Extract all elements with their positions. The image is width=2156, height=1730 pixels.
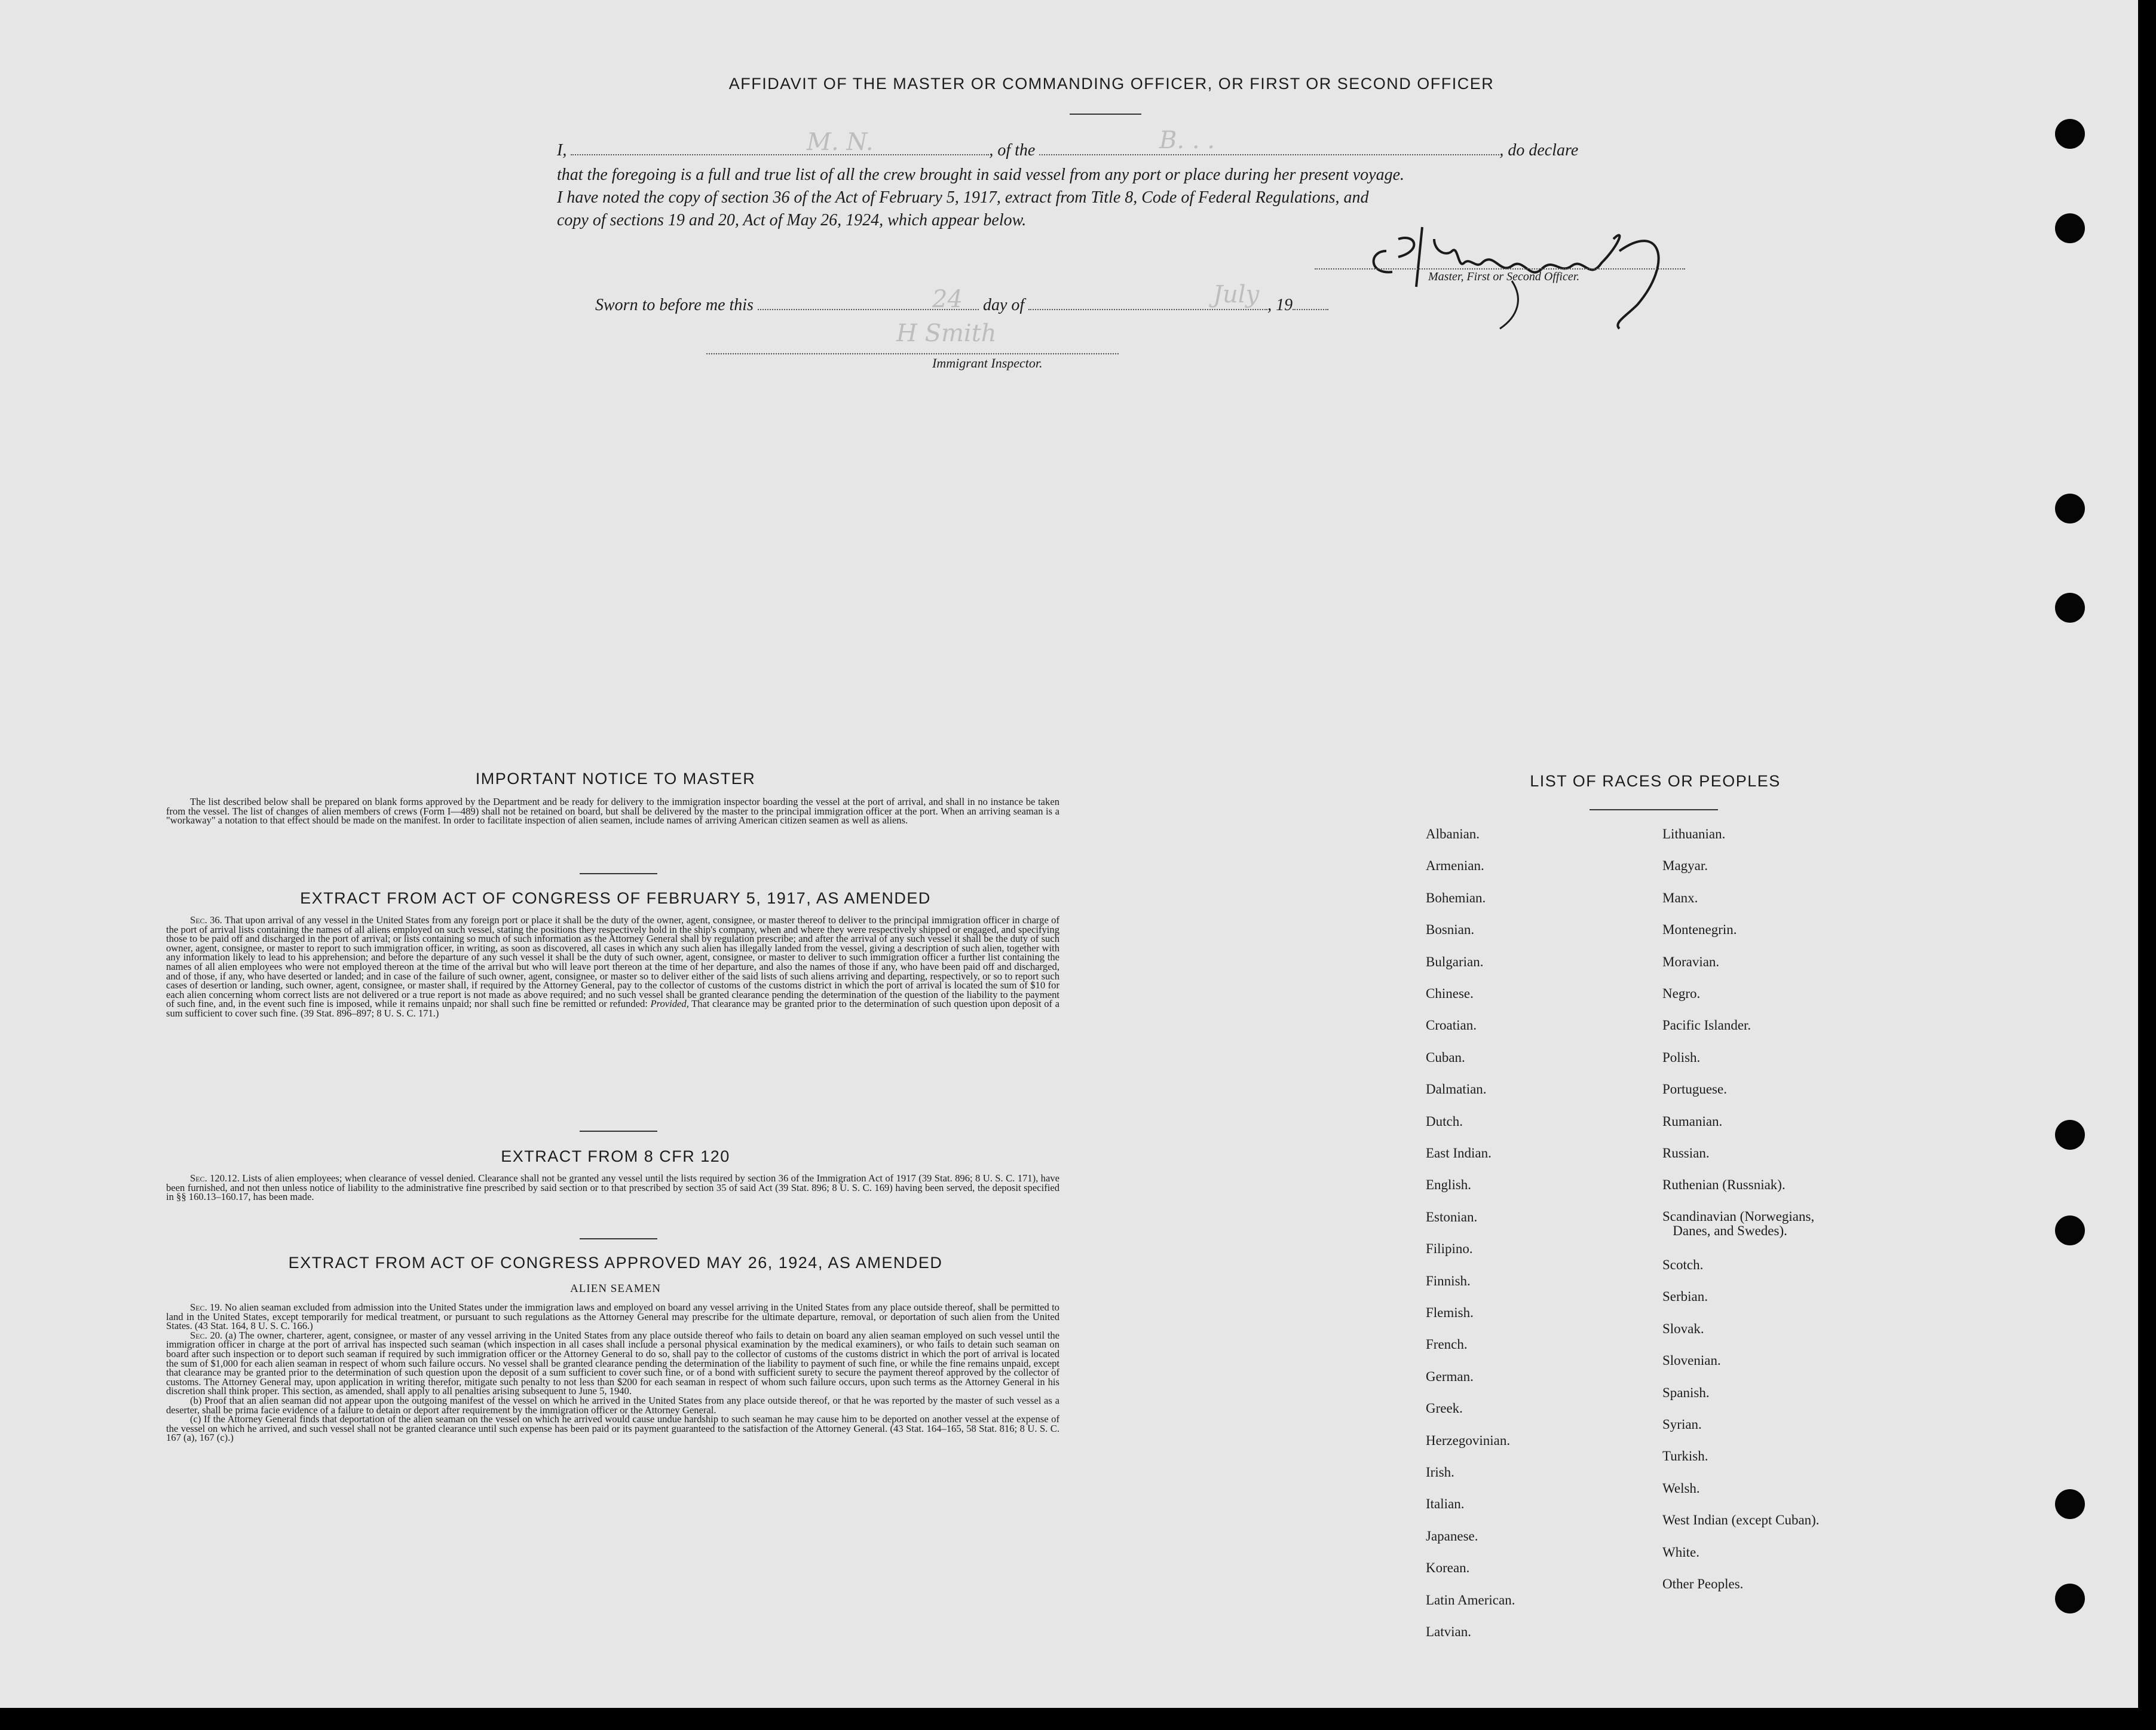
do-declare-label: , do declare	[1499, 141, 1579, 160]
cfr-title: EXTRACT FROM 8 CFR 120	[501, 1147, 730, 1165]
affidavit-title-rule	[1070, 114, 1141, 115]
punch-hole	[2055, 119, 2085, 149]
race-item: Spanish.	[1662, 1385, 1710, 1400]
sec36-label: Sec. 36.	[190, 914, 222, 926]
master-caption: Master, First or Second Officer.	[1428, 270, 1580, 283]
sec36-text: That upon arrival of any vessel in the United States from any foreign port or place it shall be the duty of the owner, agent, consignee, or master thereof to deliver to the principal immigration officer in charge of the port of arrival lists containing the names of all aliens employed on such vessel, stating the positions they respectively hold in the ship's company, when and where they were respectively shipped or engaged, and specifying those to be paid off and discharged in the port of arrival; or lists containing so much of such information as the Attorney General shall by regulation prescribe; and after the arrival of any such vessel it shall be the duty of such owner, agent, consignee, or master to report to such immigration officer, in writing, as soon as discovered, all cases in which any such alien has illegally landed from the vessel, giving a description of such alien, together with any information likely to lead to his apprehension; and before the departure of any such vessel it shall be the duty of such owner, agent, consignee, or master to deliver to such immigration officer a further list containing the names of all alien employees who were not employed thereon at the time of the arrival but who will leave port thereon at the time of her departure, and also the names of those if any, who have been paid off and discharged, and of those, if any, who have deserted or landed; and in case of the failure of such owner, agent, consignee, or master so to deliver either of the said lists of such aliens arriving and departing, respectively, or so to report such cases of desertion or landing, such owner, agent, consignee, or master shall, if required by the Attorney General, pay to the collector of customs of the customs district in which the port of arrival is located the sum of $10 for each alien concerning whom correct lists are not delivered or a true report is not made as above required; and no such vessel shall be granted clearance pending the determination of the question of the liability to the payment of such fine, and, in the event such fine is imposed, while it remains unpaid; nor shall such fine be remitted or refunded:	[166, 914, 1060, 1010]
sworn-month-handwriting: July	[1213, 281, 1260, 308]
master-signature-line	[1315, 268, 1685, 270]
race-item: Albanian.	[1426, 826, 1480, 841]
sworn-day-handwriting: 24	[932, 286, 963, 313]
sec20b-text: (b) Proof that an alien seaman did not appear upon the outgoing manifest of the vessel on which he arrived in the United States from any place outside thereof, or that he was reported by the master of such vessel as a deserter, shall be prima facie evidence of a failure to detain or deport after requirement by the immigration officer or the Attorney General.	[166, 1394, 1059, 1416]
race-item: Slovak.	[1662, 1321, 1704, 1336]
race-item: Slovenian.	[1662, 1353, 1721, 1368]
affidavit-title: AFFIDAVIT OF THE MASTER OR COMMANDING OFFICER, OR FIRST OR SECOND OFFICER	[728, 75, 1494, 93]
race-item: Lithuanian.	[1662, 826, 1726, 841]
day-of-label: day of	[982, 296, 1025, 314]
notice-text	[166, 797, 1059, 825]
race-item: Russian.	[1662, 1146, 1710, 1161]
extract1917-rule	[580, 1131, 657, 1132]
race-item: Estonian.	[1426, 1209, 1478, 1224]
extract1917-title: EXTRACT FROM ACT OF CONGRESS OF FEBRUARY 5, 1917, AS AMENDED	[300, 889, 931, 907]
sworn-label: Sworn to before me this	[595, 296, 754, 314]
master-name-handwriting: M. N.	[807, 128, 874, 156]
punch-hole	[2055, 1120, 2085, 1150]
sec19-label: Sec. 19.	[190, 1302, 222, 1313]
notice-title: IMPORTANT NOTICE TO MASTER	[475, 770, 756, 788]
extract1917-text	[166, 915, 1059, 1018]
race-item: Irish.	[1426, 1465, 1454, 1480]
inspector-caption: Immigrant Inspector.	[932, 356, 1043, 371]
race-item: Italian.	[1426, 1496, 1465, 1512]
inspector-handwriting: H Smith	[896, 320, 997, 347]
race-item: Armenian.	[1426, 858, 1484, 874]
race-item: Turkish.	[1662, 1449, 1708, 1464]
race-item: French.	[1426, 1337, 1468, 1352]
sec20-label: Sec. 20.	[190, 1329, 223, 1341]
race-item: Magyar.	[1662, 858, 1708, 874]
race-item: Chinese.	[1426, 986, 1474, 1001]
sec20a-text: (a) The owner, charterer, agent, consignee, or master of any vessel arriving in the United States from any place outside thereof who fails to detain on board any alien seaman employed on such vessel until the immigration officer in charge at the port of arrival has inspected such seaman (which inspection in all cases shall include a personal physical examination by the medical examiners), or who fails to detain such seaman on board after such inspection or to deport such seaman if required by such immigration officer or the Attorney General to do so, shall pay to the collector of customs of the customs district in which the port of arrival is located the sum of $1,000 for each alien seaman in respect of whom such failure occurs. No vessel shall be granted clearance pending the determination of the liability to payment of such fine, or while the fine remains unpaid, except that clearance may be granted prior to the determination of such question upon the deposit of a sum sufficient to cover such fine, or of a bond with sufficient surety to secure the payment thereof approved by the collector of customs. The Attorney General may, upon application in writing therefor, mitigate such penalty to not less than $200 for each seaman in respect of whom such failure occurs, upon such terms as the Attorney General in his discretion shall think proper. This section, as amended, shall apply to all penalties arising subsequent to June 5, 1940.	[166, 1329, 1059, 1397]
sworn-month-field[interactable]	[1028, 308, 1267, 310]
punch-hole	[2055, 1489, 2085, 1519]
race-item: Cuban.	[1426, 1049, 1465, 1065]
race-item: Greek.	[1426, 1401, 1463, 1416]
race-item: Serbian.	[1662, 1289, 1708, 1305]
race-item: Scotch.	[1662, 1257, 1704, 1272]
cfr-rule	[580, 1238, 657, 1239]
race-item: Filipino.	[1426, 1241, 1473, 1257]
race-item: Latin American.	[1426, 1592, 1515, 1607]
sec120-text: Lists of alien employees; when clearance of vessel denied. Clearance shall not be granted any vessel until the lists required by section 36 of the Immigration Act of 1917 (39 Stat. 896; 8 U. S. C. 171), have been furnished, and not then unless notice of liability to the administrative fine prescribed by said section or to that prescribed by section 35 of said Act (39 Stat. 896; 8 U. S. C. 169) having been served, the deposit specified in §§ 160.13–160.17, has been made.	[166, 1172, 1059, 1203]
race-item: Polish.	[1662, 1049, 1701, 1065]
race-item: Moravian.	[1662, 954, 1720, 969]
extract1924-text	[166, 1303, 1059, 1443]
sworn-year-field[interactable]	[1293, 308, 1328, 310]
race-item: Montenegrin.	[1662, 922, 1737, 938]
race-item: Flemish.	[1426, 1305, 1474, 1320]
master-name-field[interactable]	[571, 154, 989, 155]
race-item: Herzegovinian.	[1426, 1432, 1511, 1448]
race-item: Dutch.	[1426, 1113, 1463, 1129]
race-item: Bohemian.	[1426, 890, 1486, 905]
affidavit-line1	[557, 141, 1692, 160]
punch-hole	[2055, 1584, 2085, 1613]
race-item: Portuguese.	[1662, 1082, 1727, 1097]
sec120-label: Sec. 120.12.	[190, 1172, 240, 1184]
race-item: Ruthenian (Russniak).	[1662, 1177, 1786, 1193]
races-title-rule	[1590, 809, 1718, 810]
race-item: Bosnian.	[1426, 922, 1475, 938]
race-item: English.	[1426, 1177, 1472, 1193]
notice-paragraph: The list described below shall be prepared on blank forms approved by the Department and be ready for delivery to the immigration inspector boarding the vessel at the port of arrival, and shall in no instance be taken from the vessel. The list of changes of alien members of crews (Form I—489) shall not be retained on board, but shall be delivered by the master to the principal immigration officer at the port. When an arriving seaman is a "workaway" a notation to that effect should be made on the manifest. In order to facilitate inspection of alien seamen, include names of arriving American citizen seamen as well as aliens.	[166, 796, 1059, 826]
race-item: East Indian.	[1426, 1146, 1492, 1161]
race-item: Finnish.	[1426, 1273, 1471, 1288]
race-item: White.	[1662, 1544, 1699, 1560]
sec20c-text: (c) If the Attorney General finds that deportation of the alien seaman on the vessel on which he arrived would cause undue hardship to such seaman he may cause him to be deported on another vessel at the expense of the vessel on which he arrived, and such vessel shall not be granted clearance until such expense has been paid or its payment guaranteed to the satisfaction of the Attorney General. (43 Stat. 164–165, 58 Stat. 816; 8 U. S. C. 167 (a), 167 (c).)	[166, 1413, 1059, 1444]
race-item: Latvian.	[1426, 1624, 1471, 1639]
affidavit-line4: copy of sections 19 and 20, Act of May 26, 1924, which appear below.	[557, 211, 1027, 229]
race-item: Korean.	[1426, 1560, 1470, 1576]
sec19-text: No alien seaman excluded from admission into the United States under the immigration laws and employed on board any vessel arriving in the United States from any place outside thereof, shall be permitted to land in the United States, except temporarily for medical treatment, or pursuant to such regulations as the Attorney General may prescribe for the ultimate departure, removal, or deportation of such alien from the United States. (43 Stat. 164, 8 U. S. C. 166.)	[166, 1302, 1059, 1332]
punch-hole	[2055, 213, 2085, 243]
race-item: Manx.	[1662, 890, 1698, 905]
affidavit-line2: that the foregoing is a full and true list of all the crew brought in said vessel from any port or place during her present voyage.	[557, 166, 1405, 184]
race-item: Pacific Islander.	[1662, 1018, 1751, 1033]
race-item: Welsh.	[1662, 1480, 1700, 1496]
punch-hole	[2055, 593, 2085, 623]
race-item: Other Peoples.	[1662, 1576, 1744, 1591]
race-item: German.	[1426, 1368, 1474, 1384]
race-item: Scandinavian (Norwegians, Danes, and Swedes).	[1662, 1208, 1815, 1238]
i-label: I,	[557, 141, 567, 160]
race-item: Croatian.	[1426, 1018, 1477, 1033]
race-item: Bulgarian.	[1426, 954, 1484, 969]
sec36-text-end: That clearance may be granted prior to the determination of such question upon deposit of a sum sufficient to cover such fine. (39 Stat. 896–897; 8 U. S. C. 171.)	[166, 998, 1059, 1019]
punch-hole	[2055, 1215, 2085, 1245]
vessel-name-handwriting: B. . .	[1159, 127, 1215, 154]
race-item: West Indian (except Cuban).	[1662, 1512, 1820, 1528]
race-item: Japanese.	[1426, 1528, 1478, 1544]
races-title: LIST OF RACES OR PEOPLES	[1530, 772, 1781, 790]
extract1924-title: EXTRACT FROM ACT OF CONGRESS APPROVED MAY 26, 1924, AS AMENDED	[288, 1254, 943, 1272]
extract1924-subtitle: ALIEN SEAMEN	[570, 1282, 661, 1295]
race-item: Negro.	[1662, 986, 1701, 1001]
vessel-name-field[interactable]	[1039, 154, 1499, 155]
race-item: Dalmatian.	[1426, 1082, 1487, 1097]
cfr-text	[166, 1174, 1059, 1202]
affidavit-line3: I have noted the copy of section 36 of the Act of February 5, 1917, extract from Title 8, Code of Federal Regulations, and	[557, 188, 1369, 207]
race-item: Syrian.	[1662, 1416, 1702, 1432]
provided-word: Provided,	[650, 998, 689, 1010]
year-label: , 19	[1267, 296, 1293, 314]
race-item: Rumanian.	[1662, 1113, 1723, 1129]
inspector-signature-line	[706, 353, 1119, 354]
of-the-label: , of the	[989, 141, 1036, 160]
punch-hole	[2055, 494, 2085, 523]
notice-rule	[580, 873, 657, 874]
